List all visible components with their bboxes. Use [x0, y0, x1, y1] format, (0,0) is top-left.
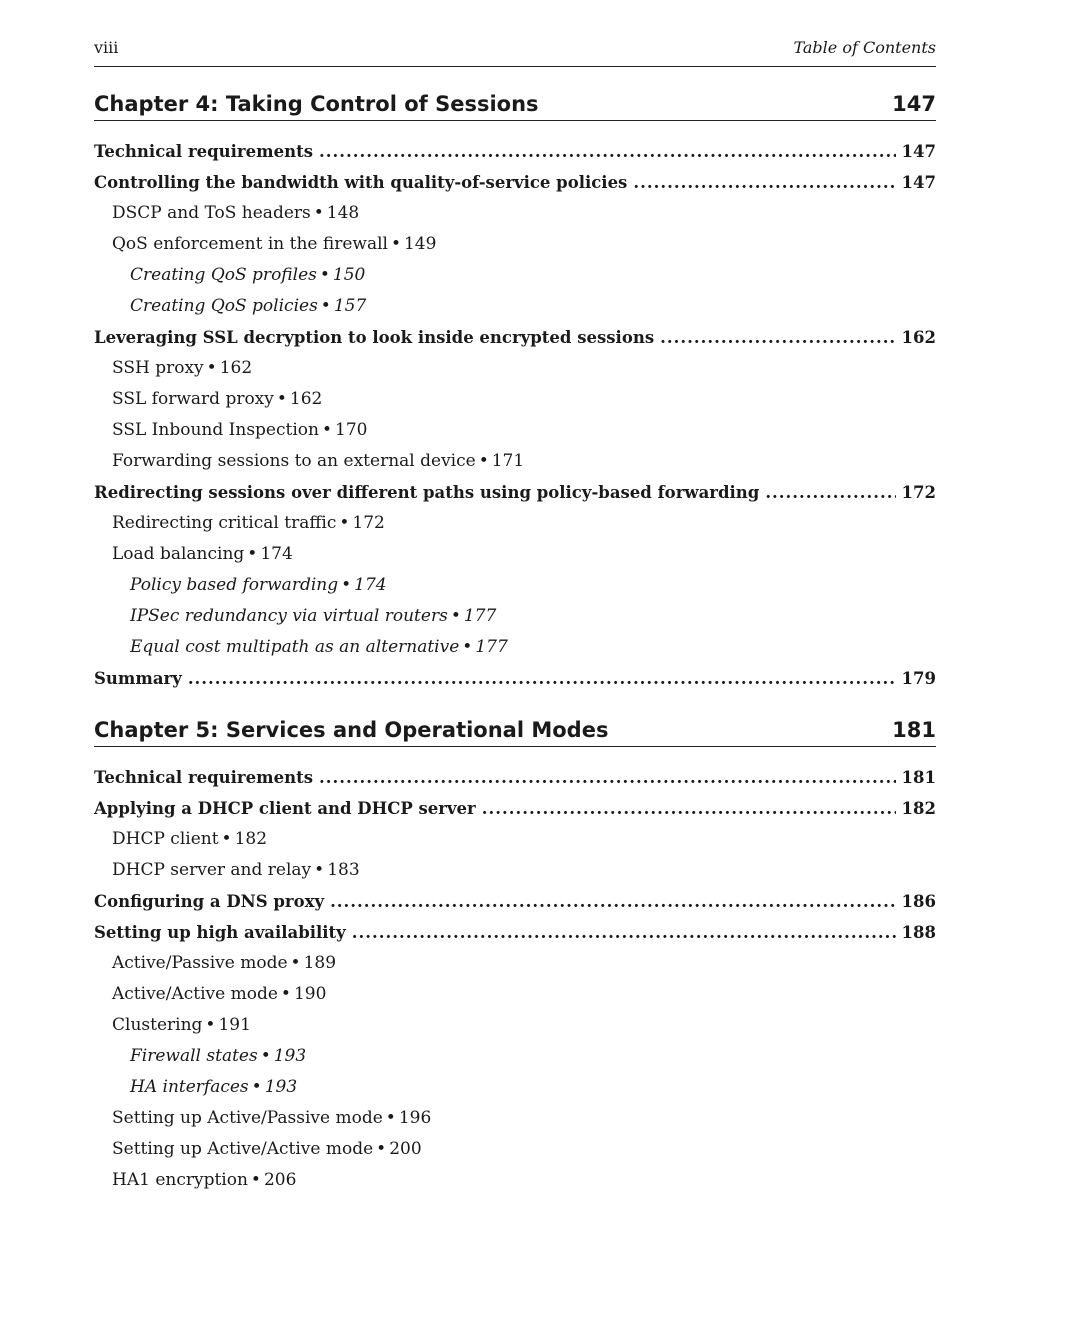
dot-leader [330, 886, 895, 917]
toc-entry[interactable] [94, 1103, 936, 1134]
toc-entry[interactable] [94, 1010, 936, 1041]
toc-entry[interactable] [94, 229, 936, 260]
chapter-entries [94, 762, 936, 1196]
toc-entry[interactable] [94, 539, 936, 570]
toc-entry[interactable] [94, 291, 936, 322]
toc-entry[interactable] [94, 855, 936, 886]
entry-title: HA1 encryption [112, 1170, 248, 1190]
bullet-separator: • [250, 1170, 261, 1190]
toc-entry[interactable] [94, 1041, 936, 1072]
toc-entry[interactable] [94, 198, 936, 229]
entry-page: 200 [389, 1139, 422, 1159]
running-head [94, 36, 936, 67]
bullet-separator: • [260, 1046, 271, 1066]
entry-title: Configuring a DNS proxy [94, 892, 325, 911]
entry-page: 186 [901, 892, 936, 911]
entry-page: 172 [901, 483, 936, 502]
entry-page: 191 [218, 1015, 251, 1035]
chapter-page: 147 [892, 92, 936, 116]
entry-title: Redirecting critical traffic [112, 513, 337, 533]
entry-page: 189 [303, 953, 337, 973]
chapter-title: Chapter 5: Services and Operational Modes [94, 718, 609, 742]
bullet-separator: • [376, 1139, 387, 1159]
toc-entry[interactable] [94, 446, 936, 477]
toc-entry[interactable] [94, 384, 936, 415]
entry-title: DHCP server and relay [112, 860, 312, 880]
entry-page: 181 [901, 768, 936, 787]
entry-title: Firewall states [130, 1046, 258, 1066]
entry-title: IPSec redundancy via virtual routers [130, 606, 448, 626]
running-title: Table of Contents [793, 38, 936, 57]
entry-page: 174 [260, 544, 293, 564]
entry-page: 193 [273, 1046, 307, 1066]
dot-leader [319, 762, 896, 793]
bullet-separator: • [320, 296, 331, 316]
entry-page: 183 [327, 860, 360, 880]
entry-page: 177 [475, 637, 508, 657]
dot-leader [319, 136, 896, 167]
bullet-separator: • [206, 358, 217, 378]
toc-entry[interactable] [94, 353, 936, 384]
dot-leader [660, 322, 895, 353]
entry-title: Setting up Active/Active mode [112, 1139, 374, 1159]
entry-title: Setting up Active/Passive mode [112, 1108, 383, 1128]
chapter-heading [94, 716, 936, 747]
entry-page: 182 [234, 829, 268, 849]
entry-page: 174 [354, 575, 387, 595]
entry-page: 179 [901, 669, 936, 688]
entry-title: DHCP client [112, 829, 219, 849]
bullet-separator: • [339, 513, 350, 533]
entry-title: SSH proxy [112, 358, 204, 378]
toc-entry[interactable] [94, 136, 936, 167]
dot-leader [633, 167, 895, 198]
bullet-separator: • [251, 1077, 262, 1097]
bullet-separator: • [280, 984, 291, 1004]
toc-entry[interactable] [94, 508, 936, 539]
toc-entry[interactable] [94, 601, 936, 632]
entry-title: HA interfaces [130, 1077, 249, 1097]
bullet-separator: • [390, 234, 401, 254]
entry-title: Summary [94, 669, 182, 688]
toc-entry[interactable] [94, 917, 936, 948]
chapter-entries [94, 136, 936, 694]
entry-page: 162 [289, 389, 323, 409]
toc-entry[interactable] [94, 762, 936, 793]
entry-page: 196 [398, 1108, 432, 1128]
chapter-page: 181 [892, 718, 936, 742]
toc-entry[interactable] [94, 167, 936, 198]
bullet-separator: • [319, 265, 330, 285]
dot-leader [765, 477, 895, 508]
entry-page: 171 [491, 451, 525, 471]
chapter-title: Chapter 4: Taking Control of Sessions [94, 92, 539, 116]
entry-title: Redirecting sessions over different paths using policy-based forwarding [94, 483, 760, 502]
toc-entry[interactable] [94, 1165, 936, 1196]
dot-leader [188, 663, 896, 694]
bullet-separator: • [462, 637, 473, 657]
entry-title: DSCP and ToS headers [112, 203, 311, 223]
entry-page: 193 [264, 1077, 298, 1097]
toc-entry[interactable] [94, 793, 936, 824]
entry-title: Controlling the bandwidth with quality-of-service policies [94, 173, 628, 192]
bullet-separator: • [314, 860, 325, 880]
entry-title: Creating QoS profiles [130, 265, 317, 285]
entry-title: Setting up high availability [94, 923, 346, 942]
entry-title: Creating QoS policies [130, 296, 318, 316]
entry-title: SSL Inbound Inspection [112, 420, 319, 440]
entry-title: Active/Passive mode [112, 953, 288, 973]
toc-entry[interactable] [94, 632, 936, 663]
dot-leader [482, 793, 896, 824]
bullet-separator: • [276, 389, 287, 409]
entry-page: 170 [335, 420, 368, 440]
entry-page: 147 [901, 173, 936, 192]
entry-page: 177 [463, 606, 497, 626]
entry-page: 162 [901, 328, 936, 347]
entry-title: Policy based forwarding [130, 575, 339, 595]
dot-leader [352, 917, 896, 948]
toc-entry[interactable] [94, 570, 936, 601]
bullet-separator: • [221, 829, 232, 849]
entry-title: Active/Active mode [112, 984, 278, 1004]
toc-entry[interactable] [94, 477, 936, 508]
toc-entry[interactable] [94, 824, 936, 855]
entry-title: Clustering [112, 1015, 203, 1035]
entry-page: 162 [219, 358, 253, 378]
entry-title: QoS enforcement in the firewall [112, 234, 388, 254]
toc-entry[interactable] [94, 979, 936, 1010]
toc-entry[interactable] [94, 948, 936, 979]
bullet-separator: • [290, 953, 301, 973]
page-number: viii [94, 38, 119, 57]
chapter-heading [94, 90, 936, 121]
entry-title: SSL forward proxy [112, 389, 274, 409]
entry-page: 147 [901, 142, 936, 161]
entry-page: 206 [263, 1170, 297, 1190]
entry-page: 148 [326, 203, 360, 223]
toc-entry[interactable] [94, 415, 936, 446]
toc-entry[interactable] [94, 260, 936, 291]
bullet-separator: • [321, 420, 332, 440]
bullet-separator: • [341, 575, 352, 595]
entry-page: 149 [403, 234, 437, 254]
entry-page: 182 [901, 799, 936, 818]
bullet-separator: • [205, 1015, 216, 1035]
bullet-separator: • [313, 203, 324, 223]
entry-title: Equal cost multipath as an alternative [130, 637, 460, 657]
bullet-separator: • [478, 451, 489, 471]
toc-entry[interactable] [94, 1134, 936, 1165]
entry-page: 190 [293, 984, 327, 1004]
bullet-separator: • [247, 544, 258, 564]
entry-title: Applying a DHCP client and DHCP server [94, 799, 476, 818]
entry-page: 172 [352, 513, 385, 533]
bullet-separator: • [450, 606, 461, 626]
entry-page: 150 [332, 265, 366, 285]
entry-title: Forwarding sessions to an external device [112, 451, 476, 471]
entry-page: 157 [333, 296, 367, 316]
entry-title: Leveraging SSL decryption to look inside encrypted sessions [94, 328, 655, 347]
entry-title: Load balancing [112, 544, 245, 564]
bullet-separator: • [385, 1108, 396, 1128]
entry-title: Technical requirements [94, 142, 313, 161]
toc-entry[interactable] [94, 322, 936, 353]
toc-entry[interactable] [94, 886, 936, 917]
toc-entry[interactable] [94, 663, 936, 694]
toc-entry[interactable] [94, 1072, 936, 1103]
entry-page: 188 [901, 923, 936, 942]
entry-title: Technical requirements [94, 768, 313, 787]
